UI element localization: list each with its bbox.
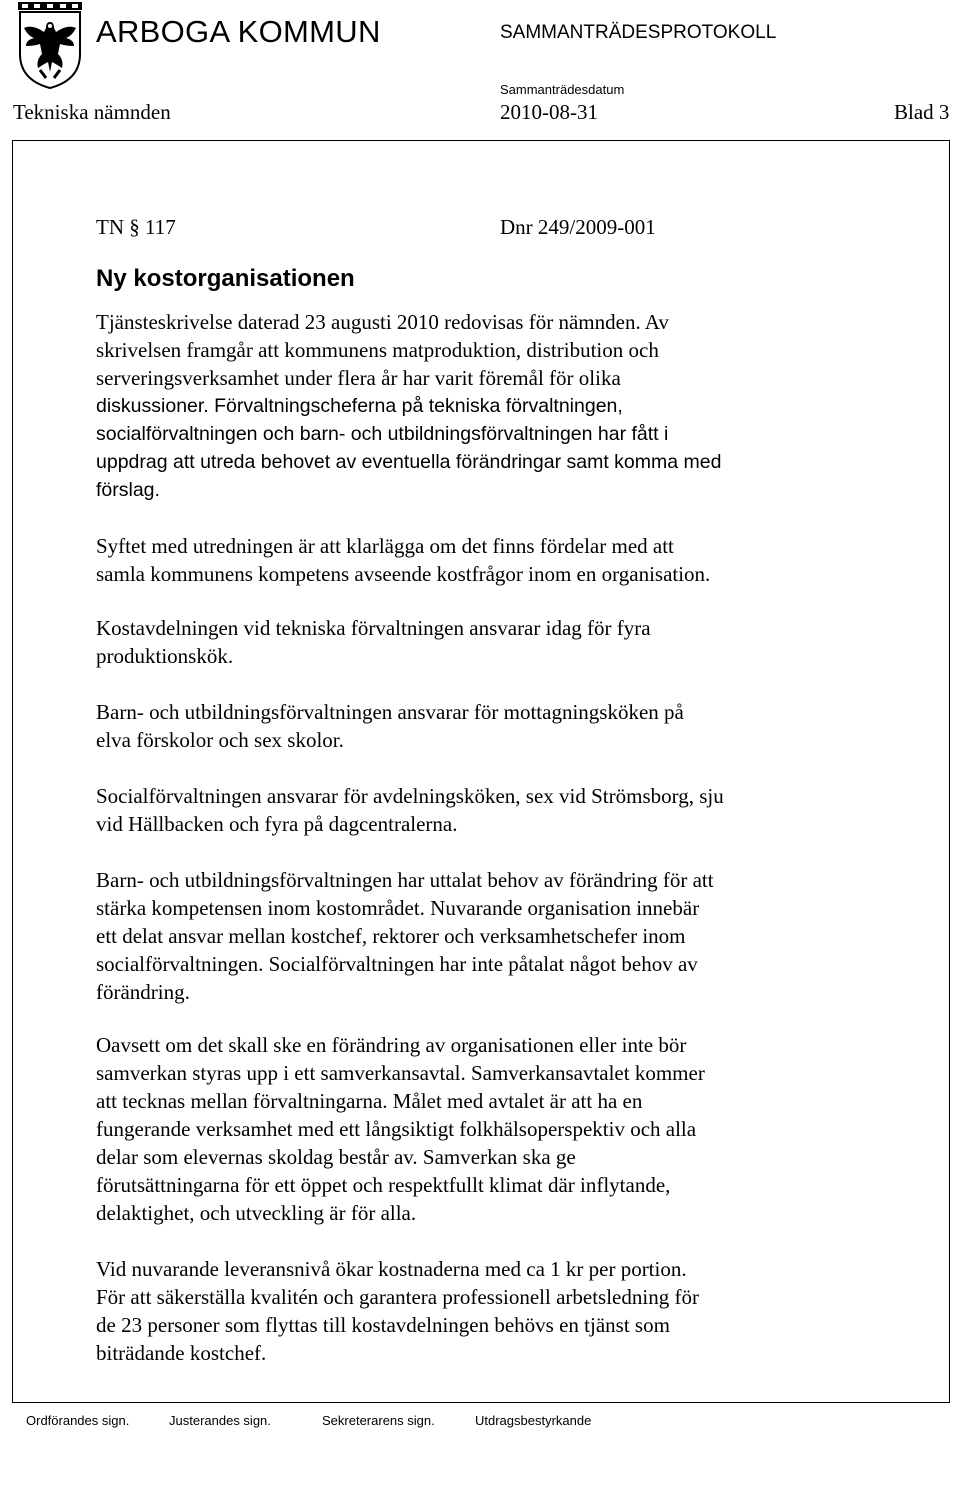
paragraph-line: delar som elevernas skoldag består av. Samverkan ska ge: [96, 1145, 576, 1169]
paragraph: [96, 1255, 946, 1367]
paragraph-line: ett delat ansvar mellan kostchef, rektorer och verksamhetschefer inom: [96, 924, 686, 948]
paragraph-line: Vid nuvarande leveransnivå ökar kostnaderna med ca 1 kr per portion.: [96, 1257, 687, 1281]
paragraph: [96, 698, 946, 754]
adjuster-signature-label: Justerandes sign.: [169, 1413, 271, 1428]
paragraph-line: diskussioner. Förvaltningscheferna på tekniska förvaltningen,: [96, 395, 623, 417]
organization-name: ARBOGA KOMMUN: [96, 14, 381, 49]
paragraph: [96, 1031, 946, 1227]
section-heading: Ny kostorganisationen: [96, 265, 355, 292]
page-number: Blad 3: [894, 100, 950, 124]
secretary-signature-label: Sekreterarens sign.: [322, 1413, 435, 1428]
paragraph-line: elva förskolor och sex skolor.: [96, 728, 344, 752]
meeting-date-label: Sammanträdesdatum: [500, 82, 625, 97]
coat-of-arms-logo-icon: [16, 2, 84, 90]
paragraph-line: vid Hällbacken och fyra på dagcentralerna.: [96, 812, 458, 836]
committee-name: Tekniska nämnden: [13, 100, 171, 124]
paragraph-line: biträdande kostchef.: [96, 1341, 267, 1365]
paragraph-line: serveringsverksamhet under flera år har varit föremål för olika: [96, 366, 621, 390]
paragraph-line: skrivelsen framgår att kommunens matproduktion, distribution och: [96, 338, 659, 362]
paragraph: [96, 308, 946, 504]
paragraph-line: förutsättningarna för ett öppet och respektfullt klimat där inflytande,: [96, 1173, 671, 1197]
paragraph-line: Tjänsteskrivelse daterad 23 augusti 2010 redovisas för nämnden. Av: [96, 310, 669, 334]
paragraph-line: stärka kompetensen inom kostområdet. Nuvarande organisation innebär: [96, 896, 700, 920]
paragraph-line: samverkan styras upp i ett samverkansavtal. Samverkansavtalet kommer: [96, 1061, 705, 1085]
section-number: TN § 117: [96, 215, 176, 239]
paragraph-line: att tecknas mellan förvaltningarna. Målet med avtalet är att ha en: [96, 1089, 643, 1113]
paragraph: [96, 532, 946, 588]
document-type: SAMMANTRÄDESPROTOKOLL: [500, 22, 777, 43]
paragraph-line: Oavsett om det skall ske en förändring av organisationen eller inte bör: [96, 1033, 687, 1057]
paragraph-line: Kostavdelningen vid tekniska förvaltningen ansvarar idag för fyra: [96, 616, 651, 640]
paragraph-line: Barn- och utbildningsförvaltningen ansvarar för mottagningsköken på: [96, 700, 684, 724]
paragraph: [96, 866, 946, 1006]
chair-signature-label: Ordförandes sign.: [26, 1413, 130, 1428]
case-number: Dnr 249/2009-001: [500, 215, 656, 239]
paragraph-line: förslag.: [96, 479, 160, 501]
paragraph-line: produktionskök.: [96, 644, 234, 668]
extract-certification-label: Utdragsbestyrkande: [475, 1413, 592, 1428]
paragraph-line: samla kommunens kompetens avseende kostfrågor inom en organisation.: [96, 562, 711, 586]
paragraph-line: Socialförvaltningen ansvarar för avdelningsköken, sex vid Strömsborg, sju: [96, 784, 724, 808]
paragraph-line: socialförvaltningen. Socialförvaltningen har inte påtalat något behov av: [96, 952, 698, 976]
paragraph-line: förändring.: [96, 980, 190, 1004]
paragraph-line: socialförvaltningen och barn- och utbildningsförvaltningen har fått i: [96, 423, 669, 445]
paragraph-line: delaktighet, och utveckling är för alla.: [96, 1201, 417, 1225]
paragraph: [96, 614, 946, 670]
paragraph-line: fungerande verksamhet med ett långsiktigt folkhälsoperspektiv och alla: [96, 1117, 697, 1141]
paragraph-line: Syftet med utredningen är att klarlägga om det finns fördelar med att: [96, 534, 674, 558]
paragraph-line: uppdrag att utreda behovet av eventuella förändringar samt komma med: [96, 451, 722, 473]
meeting-date: 2010-08-31: [500, 100, 598, 124]
paragraph-line: Barn- och utbildningsförvaltningen har uttalat behov av förändring för att: [96, 868, 714, 892]
paragraph-line: För att säkerställa kvalitén och garantera professionell arbetsledning för: [96, 1285, 699, 1309]
paragraph: [96, 782, 946, 838]
paragraph-line: de 23 personer som flyttas till kostavdelningen behövs en tjänst som: [96, 1313, 670, 1337]
